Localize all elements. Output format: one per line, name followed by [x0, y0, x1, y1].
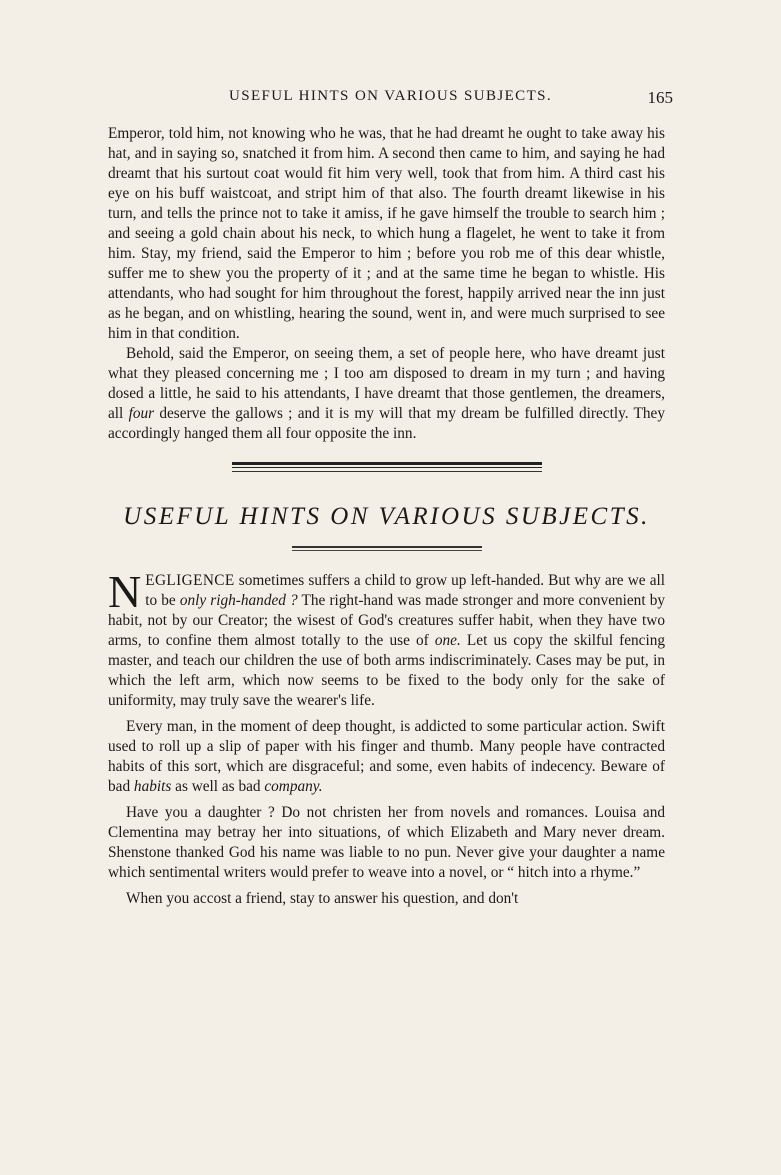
story-paragraph-2	[108, 344, 665, 444]
divider-thick-line	[232, 462, 542, 465]
hints-paragraph-1-text-a: sometimes suffers a child to grow up left-handed. But why are we all to be	[145, 572, 665, 609]
drop-cap: N	[108, 566, 142, 617]
story-paragraph-2-emphasis: four	[128, 405, 155, 422]
hints-paragraph-2-emphasis-2: company.	[264, 778, 323, 795]
divider-line-b	[292, 550, 482, 551]
section-heading: USEFUL HINTS ON VARIOUS SUBJECTS.	[123, 503, 650, 530]
hints-paragraph-1-text-c: Let us copy the skilful fencing master, and teach our children the use of both arms indiscriminately. Cases may be put, in which the left arm, which now seems to be fixed to the body only for the sake of uniformity, may truly save the wearer's life.	[108, 632, 665, 709]
hints-paragraph-2	[108, 717, 665, 797]
section-divider-bottom	[292, 546, 482, 551]
hints-paragraph-3: Have you a daughter ? Do not christen her from novels and romances. Louisa and Clementina may betray her into situations, of which Elizabeth and Mary never dream. Shenstone thanked God his name was liable to no pun. Never give your daughter a name which sentimental writers would prefer to weave into a novel, or “ hitch into a rhyme.”	[108, 804, 665, 881]
divider-line-a	[292, 546, 482, 548]
hints-paragraph-1-emphasis-1: only righ-handed ?	[179, 592, 298, 609]
hints-paragraph-2-emphasis-1: habits	[133, 778, 172, 795]
page-number: 165	[647, 88, 673, 107]
story-paragraph-2-text-b: deserve the gallows ; and it is my will that my dream be fulfilled directly. They accordingly hanged them all four opposite the inn.	[108, 405, 665, 442]
page-body	[108, 124, 665, 909]
running-head	[108, 88, 673, 112]
hints-paragraph-1-text-b: The right-hand was made stronger and more convenient by habit, not by our Creator; the wisest of God's creatures suffer habit, when they have two arms, to confine them almost totally to the use of	[108, 592, 665, 649]
divider-thin-line	[232, 467, 542, 468]
hints-paragraph-2-text-b: as well as bad	[171, 778, 265, 795]
hints-paragraph-4: When you accost a friend, stay to answer his question, and don't	[126, 890, 519, 907]
running-title: USEFUL HINTS ON VARIOUS SUBJECTS.	[228, 88, 553, 104]
section-divider-top	[232, 462, 542, 472]
hints-paragraph-1-caps: EGLIGENCE	[145, 572, 235, 589]
hints-paragraph-1-emphasis-2: one.	[434, 632, 461, 649]
hints-paragraph-1	[108, 566, 665, 711]
story-paragraph-2-text-a: Behold, said the Emperor, on seeing them, a set of people here, who have dreamt just what they pleased concerning me ; I too am disposed to dream in my turn ; and having dosed a little, he said to his attendants, I have dreamt that those gentlemen, the dreamers, all	[108, 345, 665, 422]
hints-paragraph-2-text-a: Every man, in the moment of deep thought, is addicted to some particular action. Swift used to roll up a slip of paper with his finger and thumb. Many people have contracted habits of this sort, which are disgraceful; and some, even habits of indecency. Beware of bad	[108, 718, 665, 795]
story-paragraph-1: Emperor, told him, not knowing who he was, that he had dreamt he ought to take away his hat, and in saying so, snatched it from him. A second then came to him, and saying he had dreamt that his surtout coat would fit him very well, took that from him. A third cast his eye on his buff waistcoat, and stript him of that also. The fourth dreamt likewise in his turn, and tells the prince not to take it amiss, if he gave himself the trouble to search him ; and seeing a gold chain about his neck, to which hung a flagelet, he went to take it from him. Stay, my friend, said the Emperor to him ; before you rob me of this dear whistle, suffer me to shew you the property of it ; and at the same time he began to whistle. His attendants, who had sought for him throughout the forest, happily arrived near the inn just as he began, and on whistling, hearing the sound, went in, and were much surprised to see him in that condition.	[108, 125, 665, 342]
divider-thin-line-2	[232, 471, 542, 472]
